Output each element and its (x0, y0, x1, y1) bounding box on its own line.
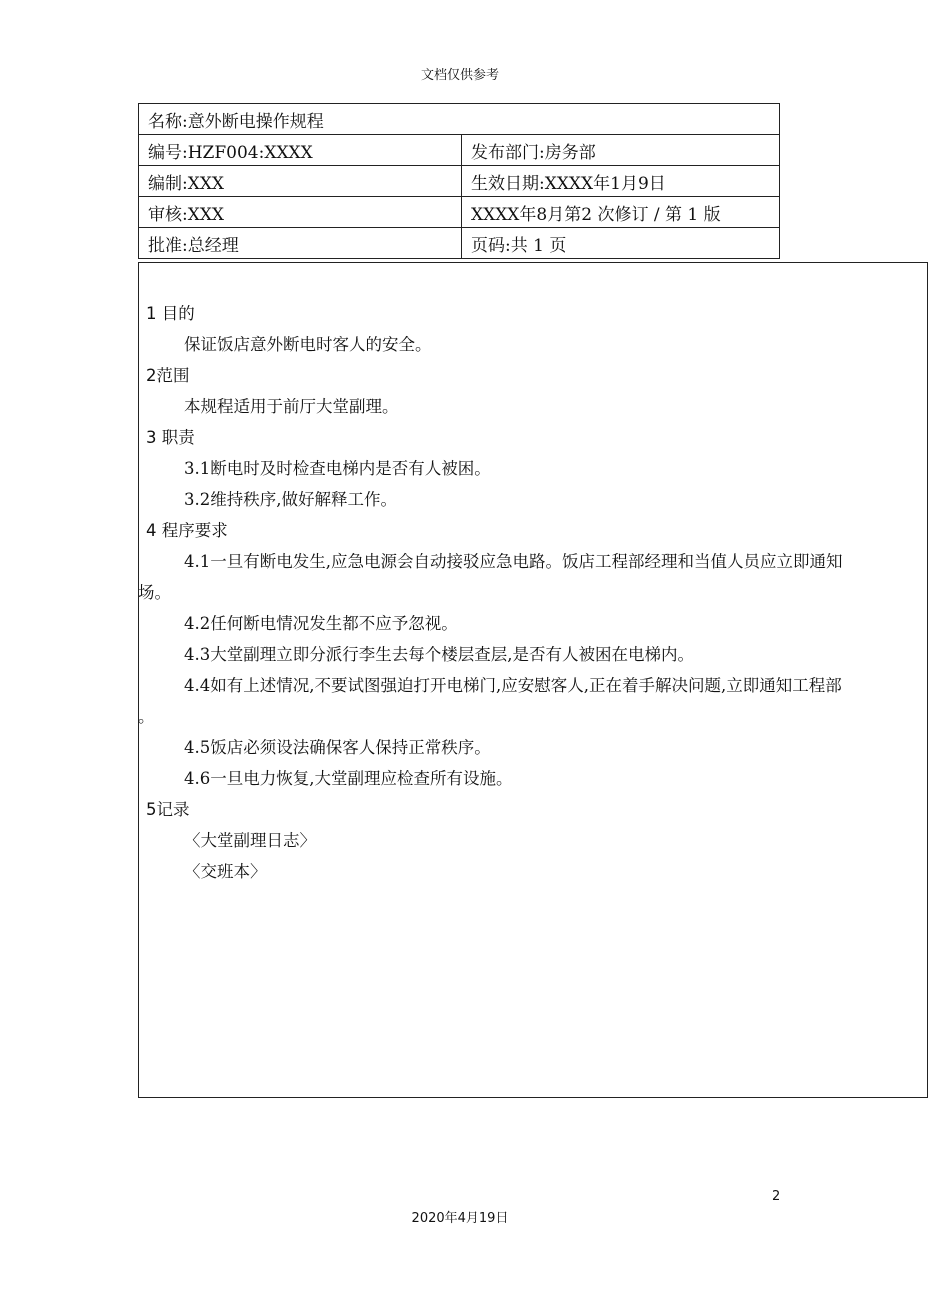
document-body (138, 298, 920, 887)
duty-item: 3.1断电时及时检查电梯内是否有人被困。 (184, 459, 491, 478)
record-item: 〈交班本〉 (184, 862, 267, 881)
procedure-item-line1: 4.1一旦有断电发生,应急电源会自动接驳应急电路。饭店工程部经理和当值人员应立即通知 (184, 552, 843, 571)
meta-row-review (139, 197, 780, 228)
procedure-item (138, 670, 920, 732)
section-procedure-title: 4 程序要求 (146, 521, 228, 540)
footer-date: 2020年4月19日 (411, 1211, 509, 1226)
revision-info: XXXX年8月第2 次修订 / 第 1 版 (462, 197, 780, 228)
procedure-item-line2: 。 (138, 707, 155, 726)
compiled-by: 编制:XXX (139, 166, 462, 197)
duty-item: 3.2维持秩序,做好解释工作。 (184, 490, 397, 509)
section-scope-title: 2范围 (146, 366, 190, 385)
procedure-item: 4.3大堂副理立即分派行李生去每个楼层查层,是否有人被困在电梯内。 (184, 645, 694, 664)
meta-row-approve (139, 228, 780, 259)
meta-row-number (139, 135, 780, 166)
record-item: 〈大堂副理日志〉 (184, 831, 316, 850)
header-note: 文档仅供参考 (420, 68, 499, 83)
page-count: 页码:共 1 页 (462, 228, 780, 259)
doc-name: 名称:意外断电操作规程 (139, 104, 780, 135)
section-purpose-title: 1 目的 (146, 304, 195, 323)
doc-number: 编号:HZF004:XXXX (139, 135, 462, 166)
procedure-item-line1: 4.4如有上述情况,不要试图强迫打开电梯门,应安慰客人,正在着手解决问题,立即通知工程部 (184, 676, 842, 695)
effective-date: 生效日期:XXXX年1月9日 (462, 166, 780, 197)
reviewed-by: 审核:XXX (139, 197, 462, 228)
issuing-dept: 发布部门:房务部 (462, 135, 780, 166)
document-meta-table (138, 103, 780, 259)
procedure-item: 4.5饭店必须设法确保客人保持正常秩序。 (184, 738, 491, 757)
meta-row-name (139, 104, 780, 135)
page-number: 2 (772, 1189, 781, 1204)
meta-row-compiled (139, 166, 780, 197)
procedure-item: 4.6一旦电力恢复,大堂副理应检查所有设施。 (184, 769, 513, 788)
approved-by: 批准:总经理 (139, 228, 462, 259)
procedure-item (138, 546, 920, 608)
scope-paragraph: 本规程适用于前厅大堂副理。 (184, 397, 399, 416)
purpose-paragraph: 保证饭店意外断电时客人的安全。 (184, 335, 432, 354)
procedure-item-line2: 场。 (138, 583, 171, 602)
procedure-item: 4.2任何断电情况发生都不应予忽视。 (184, 614, 458, 633)
section-duties-title: 3 职责 (146, 428, 195, 447)
section-records-title: 5记录 (146, 800, 190, 819)
